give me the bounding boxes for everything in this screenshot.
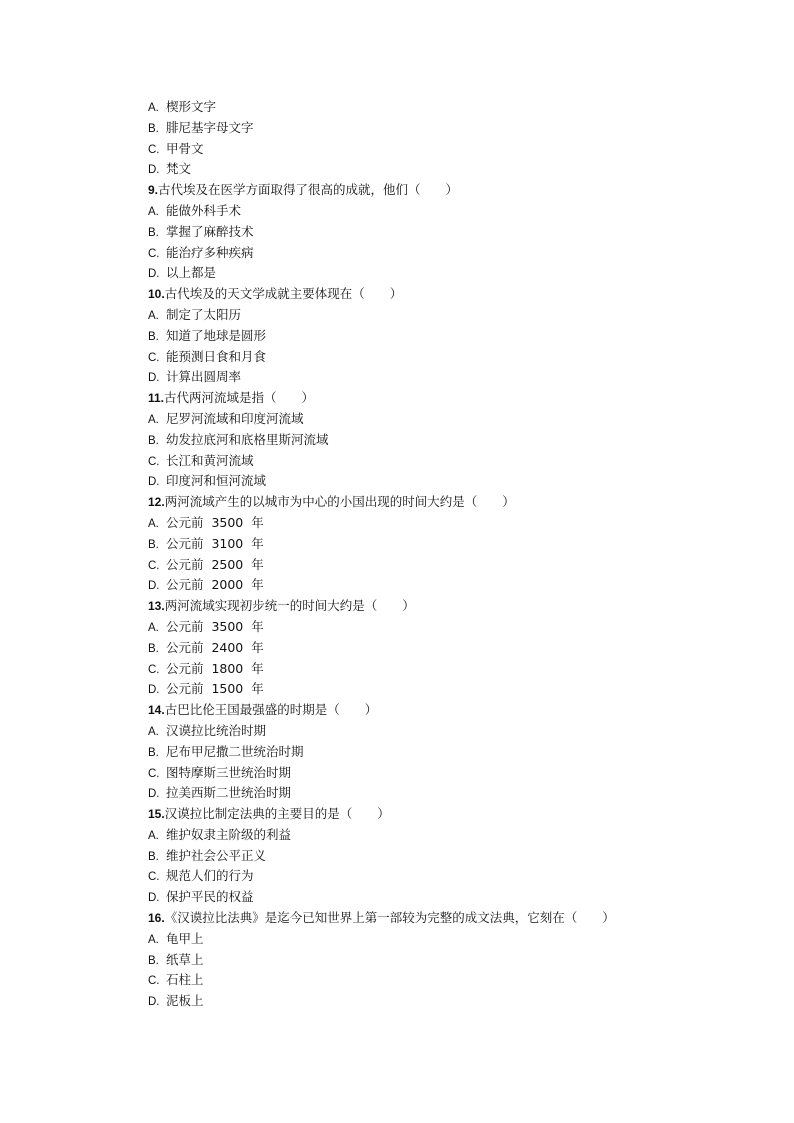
option-letter: A. xyxy=(148,829,159,842)
question-text: 古代埃及在医学方面取得了很高的成就，他们（ ） xyxy=(158,182,459,198)
option-text: 维护奴隶主阶级的利益 xyxy=(166,826,292,842)
option-letter: B. xyxy=(148,226,159,239)
option-text: 石柱上 xyxy=(166,972,204,988)
answer-option xyxy=(148,659,748,680)
answer-option xyxy=(148,929,748,950)
question-line xyxy=(148,908,748,929)
question-number: 9. xyxy=(148,183,159,198)
answer-option xyxy=(148,763,748,784)
answer-option xyxy=(148,201,748,222)
answer-option xyxy=(148,263,748,284)
answer-option xyxy=(148,991,748,1012)
answer-option xyxy=(148,451,748,472)
answer-option xyxy=(148,367,748,388)
question-text: 两河流域实现初步统一的时间大约是（ ） xyxy=(164,598,415,614)
answer-option xyxy=(148,347,748,368)
answer-option xyxy=(148,846,748,867)
option-text: 制定了太阳历 xyxy=(166,306,242,322)
option-text: 掌握了麻醉技术 xyxy=(166,223,254,239)
question-number: 11. xyxy=(148,391,165,406)
option-letter: A. xyxy=(148,933,159,946)
option-text: 规范人们的行为 xyxy=(166,868,254,884)
answer-option xyxy=(148,679,748,700)
option-text: 公元前 2500 年 xyxy=(166,556,264,572)
option-text: 长江和黄河流域 xyxy=(166,452,254,468)
option-text: 公元前 3500 年 xyxy=(166,618,264,634)
answer-option xyxy=(148,887,748,908)
option-letter: D. xyxy=(148,996,160,1009)
question-number: 13. xyxy=(148,599,165,614)
option-letter: B. xyxy=(148,122,159,135)
question-text: 两河流域产生的以城市为中心的小国出现的时间大约是（ ） xyxy=(164,494,515,510)
option-text: 公元前 1500 年 xyxy=(166,681,264,697)
answer-option xyxy=(148,721,748,742)
answer-option xyxy=(148,534,748,555)
option-letter: D. xyxy=(148,580,160,593)
answer-option xyxy=(148,139,748,160)
option-text: 能预测日食和月食 xyxy=(166,348,267,364)
option-letter: A. xyxy=(148,309,159,322)
option-text: 拉美西斯二世统治时期 xyxy=(166,785,292,801)
question-text: 古代两河流域是指（ ） xyxy=(164,390,315,406)
option-text: 公元前 2000 年 xyxy=(166,577,264,593)
option-text: 公元前 2400 年 xyxy=(166,639,264,655)
option-text: 能做外科手术 xyxy=(166,202,242,218)
option-text: 梵文 xyxy=(166,161,192,177)
option-text: 公元前 3500 年 xyxy=(166,514,264,530)
option-letter: C. xyxy=(148,143,160,156)
answer-option xyxy=(148,555,748,576)
question-text: 《汉谟拉比法典》是迄今已知世界上第一部较为完整的成文法典，它刻在（ ） xyxy=(164,910,615,926)
answer-option xyxy=(148,159,748,180)
answer-option xyxy=(148,118,748,139)
question-line xyxy=(148,284,748,305)
answer-option xyxy=(148,866,748,887)
answer-option xyxy=(148,430,748,451)
option-letter: B. xyxy=(148,330,159,343)
option-text: 尼罗河流域和印度河流域 xyxy=(166,410,304,426)
option-text: 泥板上 xyxy=(166,993,204,1009)
question-number: 10. xyxy=(148,287,165,302)
question-number: 16. xyxy=(148,911,165,926)
option-letter: B. xyxy=(148,746,159,759)
answer-option xyxy=(148,617,748,638)
option-letter: C. xyxy=(148,559,160,572)
option-text: 幼发拉底河和底格里斯河流域 xyxy=(166,431,329,447)
question-line xyxy=(148,804,748,825)
option-letter: D. xyxy=(148,476,160,489)
option-letter: D. xyxy=(148,164,160,177)
option-text: 计算出圆周率 xyxy=(166,369,242,385)
question-text: 古代埃及的天文学成就主要体现在（ ） xyxy=(164,286,403,302)
answer-option xyxy=(148,950,748,971)
answer-option xyxy=(148,243,748,264)
question-number: 14. xyxy=(148,703,165,718)
option-text: 腓尼基字母文字 xyxy=(166,119,254,135)
answer-option xyxy=(148,97,748,118)
answer-option xyxy=(148,471,748,492)
option-letter: C. xyxy=(148,455,160,468)
answer-option xyxy=(148,783,748,804)
question-text: 古巴比伦王国最强盛的时期是（ ） xyxy=(164,702,378,718)
answer-option xyxy=(148,575,748,596)
option-letter: B. xyxy=(148,642,159,655)
option-text: 公元前 1800 年 xyxy=(166,660,264,676)
option-letter: A. xyxy=(148,205,159,218)
option-letter: A. xyxy=(148,621,159,634)
option-text: 汉谟拉比统治时期 xyxy=(166,722,267,738)
question-line xyxy=(148,180,748,201)
option-letter: C. xyxy=(148,975,160,988)
answer-option xyxy=(148,305,748,326)
option-text: 尼布甲尼撒二世统治时期 xyxy=(166,743,304,759)
answer-option xyxy=(148,513,748,534)
option-text: 甲骨文 xyxy=(166,140,204,156)
question-line xyxy=(148,596,748,617)
option-letter: D. xyxy=(148,788,160,801)
option-letter: A. xyxy=(148,102,159,114)
option-text: 纸草上 xyxy=(166,951,204,967)
answer-option xyxy=(148,409,748,430)
question-line xyxy=(148,388,748,409)
answer-option xyxy=(148,326,748,347)
option-text: 知道了地球是圆形 xyxy=(166,327,267,343)
option-text: 印度河和恒河流域 xyxy=(166,473,267,489)
option-letter: D. xyxy=(148,268,160,281)
question-number: 12. xyxy=(148,495,165,510)
answer-option xyxy=(148,742,748,763)
answer-option xyxy=(148,222,748,243)
option-letter: C. xyxy=(148,663,160,676)
option-letter: A. xyxy=(148,517,159,530)
option-text: 能治疗多种疾病 xyxy=(166,244,254,260)
option-text: 保护平民的权益 xyxy=(166,889,254,905)
option-text: 图特摩斯三世统治时期 xyxy=(166,764,292,780)
option-letter: B. xyxy=(148,954,159,967)
option-letter: B. xyxy=(148,850,159,863)
answer-option xyxy=(148,638,748,659)
question-number: 15. xyxy=(148,807,165,822)
option-letter: C. xyxy=(148,247,160,260)
option-text: 楔形文字 xyxy=(166,99,217,114)
option-letter: A. xyxy=(148,725,159,738)
document-page xyxy=(148,97,748,1012)
option-letter: D. xyxy=(148,684,160,697)
answer-option xyxy=(148,970,748,991)
option-letter: D. xyxy=(148,892,160,905)
question-line xyxy=(148,492,748,513)
option-letter: C. xyxy=(148,767,160,780)
option-letter: B. xyxy=(148,434,159,447)
question-line xyxy=(148,700,748,721)
option-letter: D. xyxy=(148,372,160,385)
question-text: 汉谟拉比制定法典的主要目的是（ ） xyxy=(164,806,390,822)
option-letter: C. xyxy=(148,871,160,884)
option-text: 龟甲上 xyxy=(166,930,204,946)
answer-option xyxy=(148,825,748,846)
option-letter: A. xyxy=(148,413,159,426)
option-text: 维护社会公平正义 xyxy=(166,847,267,863)
option-text: 公元前 3100 年 xyxy=(166,535,264,551)
option-text: 以上都是 xyxy=(166,265,217,281)
option-letter: B. xyxy=(148,538,159,551)
option-letter: C. xyxy=(148,351,160,364)
